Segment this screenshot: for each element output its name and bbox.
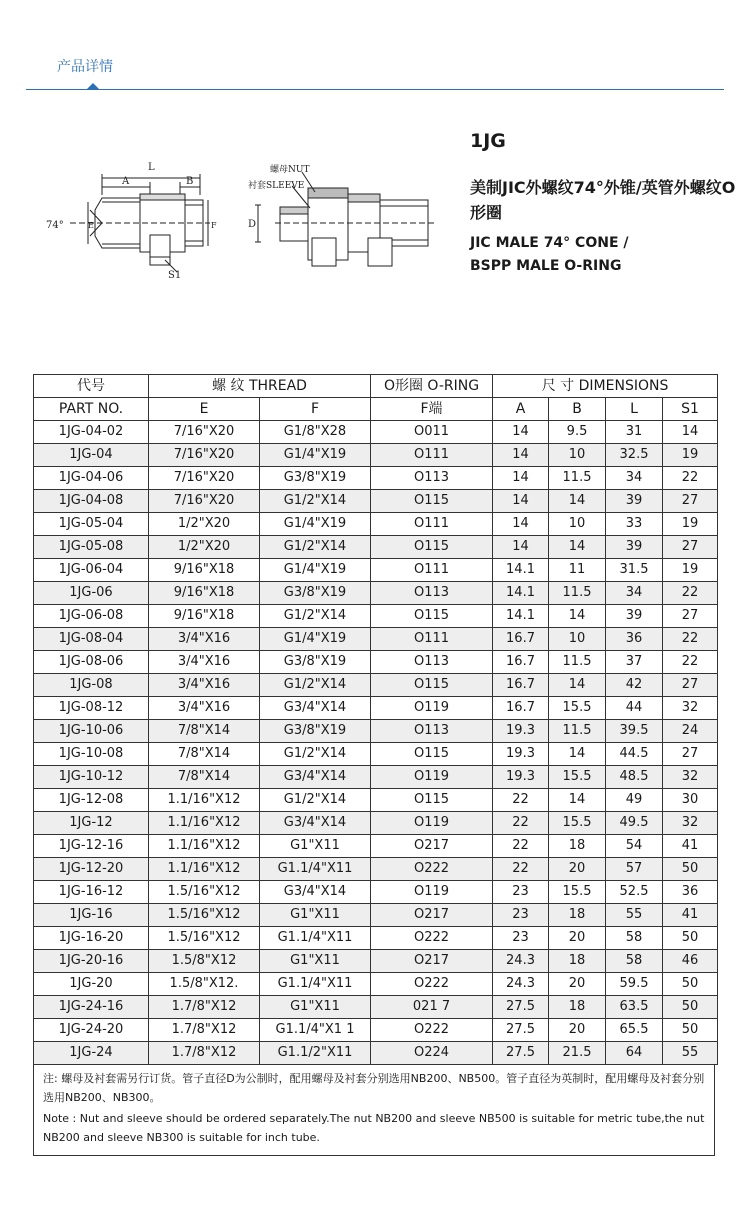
table-cell: O115 [371, 789, 493, 812]
header-dimensions: 尺 寸 DIMENSIONS [493, 375, 718, 398]
label-B: B [186, 176, 194, 187]
table-cell: 14 [549, 490, 606, 513]
table-cell: 50 [663, 927, 718, 950]
table-cell: 20 [549, 1019, 606, 1042]
product-title-en [470, 232, 740, 278]
table-cell: G1/8"X28 [260, 421, 371, 444]
table-row [34, 766, 718, 789]
table-cell: 24.3 [493, 950, 549, 973]
table-cell: 18 [549, 950, 606, 973]
table-row [34, 927, 718, 950]
table-cell: 1JG-16-12 [34, 881, 149, 904]
table-cell: G1/2"X14 [260, 490, 371, 513]
table-cell: 14.1 [493, 605, 549, 628]
table-cell: 1JG-05-04 [34, 513, 149, 536]
table-cell: 1.7/8"X12 [149, 1042, 260, 1065]
table-cell: 42 [606, 674, 663, 697]
table-cell: 49.5 [606, 812, 663, 835]
table-cell: 9/16"X18 [149, 605, 260, 628]
header-F-end: F端 [371, 398, 493, 421]
table-cell: O222 [371, 927, 493, 950]
table-cell: 21.5 [549, 1042, 606, 1065]
table-cell: 22 [493, 789, 549, 812]
table-cell: 39 [606, 490, 663, 513]
table-cell: 23 [493, 904, 549, 927]
label-S1: S1 [168, 270, 182, 281]
table-cell: 1JG-06 [34, 582, 149, 605]
table-cell: O222 [371, 1019, 493, 1042]
table-cell: 22 [493, 858, 549, 881]
label-A: A [122, 176, 130, 187]
table-cell: 32.5 [606, 444, 663, 467]
table-cell: 16.7 [493, 697, 549, 720]
table-cell: 1JG-10-12 [34, 766, 149, 789]
table-cell: 50 [663, 973, 718, 996]
tab-product-details[interactable]: 产品详情 [57, 59, 113, 75]
table-row [34, 904, 718, 927]
table-cell: 14 [493, 513, 549, 536]
table-cell: 1JG-10-08 [34, 743, 149, 766]
table-cell: 19.3 [493, 766, 549, 789]
table-row [34, 1019, 718, 1042]
table-cell: 1JG-16 [34, 904, 149, 927]
table-cell: 23 [493, 881, 549, 904]
table-cell: G1/2"X14 [260, 743, 371, 766]
table-row [34, 743, 718, 766]
table-cell: O111 [371, 444, 493, 467]
table-cell: 14 [493, 467, 549, 490]
table-cell: 59.5 [606, 973, 663, 996]
product-title-en-line1: JIC MALE 74° CONE / [470, 235, 629, 251]
table-cell: 31.5 [606, 559, 663, 582]
table-cell: 1.5/8"X12 [149, 950, 260, 973]
table-cell: 19.3 [493, 720, 549, 743]
table-cell: 32 [663, 766, 718, 789]
table-cell: 14 [549, 743, 606, 766]
header-S1: S1 [663, 398, 718, 421]
table-cell: 58 [606, 927, 663, 950]
table-cell: 9.5 [549, 421, 606, 444]
header-A: A [493, 398, 549, 421]
table-cell: O222 [371, 973, 493, 996]
table-row [34, 582, 718, 605]
table-cell: G1/4"X19 [260, 559, 371, 582]
table-cell: 3/4"X16 [149, 651, 260, 674]
table-cell: 23 [493, 927, 549, 950]
table-row [34, 536, 718, 559]
table-cell: 15.5 [549, 812, 606, 835]
table-cell: 1JG-20-16 [34, 950, 149, 973]
table-cell: 31 [606, 421, 663, 444]
label-D: D [248, 219, 257, 230]
table-cell: O115 [371, 743, 493, 766]
table-cell: G3/4"X14 [260, 881, 371, 904]
table-cell: G1"X11 [260, 835, 371, 858]
table-row [34, 444, 718, 467]
table-cell: 27.5 [493, 1019, 549, 1042]
table-cell: 14 [549, 674, 606, 697]
table-cell: 14.1 [493, 582, 549, 605]
table-cell: 19 [663, 444, 718, 467]
table-cell: 24.3 [493, 973, 549, 996]
table-cell: 1JG-24-16 [34, 996, 149, 1019]
table-cell: 1.1/16"X12 [149, 812, 260, 835]
table-cell: 1.1/16"X12 [149, 858, 260, 881]
table-cell: 16.7 [493, 651, 549, 674]
table-row [34, 835, 718, 858]
table-cell: 1.5/8"X12. [149, 973, 260, 996]
table-cell: 41 [663, 904, 718, 927]
table-cell: 22 [493, 835, 549, 858]
table-cell: O115 [371, 605, 493, 628]
table-cell: 14 [493, 490, 549, 513]
table-cell: 27 [663, 743, 718, 766]
table-cell: 9/16"X18 [149, 582, 260, 605]
table-row [34, 674, 718, 697]
label-E: E [88, 221, 94, 230]
table-cell: O111 [371, 628, 493, 651]
table-cell: 1.5/16"X12 [149, 927, 260, 950]
table-cell: 48.5 [606, 766, 663, 789]
table-cell: 27.5 [493, 1042, 549, 1065]
table-cell: O217 [371, 950, 493, 973]
table-cell: 55 [663, 1042, 718, 1065]
table-cell: 1JG-12-08 [34, 789, 149, 812]
table-cell: 34 [606, 582, 663, 605]
table-cell: 49 [606, 789, 663, 812]
table-cell: 3/4"X16 [149, 697, 260, 720]
table-cell: G3/8"X19 [260, 467, 371, 490]
table-row [34, 720, 718, 743]
table-cell: G1.1/4"X1 1 [260, 1019, 371, 1042]
table-cell: 32 [663, 812, 718, 835]
table-cell: 44.5 [606, 743, 663, 766]
table-cell: 27 [663, 605, 718, 628]
table-cell: 39 [606, 536, 663, 559]
table-row [34, 858, 718, 881]
table-cell: O111 [371, 513, 493, 536]
table-cell: 52.5 [606, 881, 663, 904]
notes-box [33, 1065, 715, 1156]
table-cell: 64 [606, 1042, 663, 1065]
table-cell: 11.5 [549, 720, 606, 743]
table-cell: 1JG-08-06 [34, 651, 149, 674]
table-cell: 16.7 [493, 674, 549, 697]
table-cell: 7/8"X14 [149, 766, 260, 789]
table-row [34, 605, 718, 628]
table-cell: 14 [493, 444, 549, 467]
table-cell: 1/2"X20 [149, 513, 260, 536]
table-row [34, 513, 718, 536]
product-title-en-line2: BSPP MALE O-RING [470, 258, 622, 274]
table-cell: G1/2"X14 [260, 605, 371, 628]
table-cell: 10 [549, 513, 606, 536]
table-row [34, 973, 718, 996]
table-cell: G1.1/4"X11 [260, 927, 371, 950]
table-cell: 58 [606, 950, 663, 973]
table-cell: G1"X11 [260, 996, 371, 1019]
table-cell: 19.3 [493, 743, 549, 766]
table-cell: 50 [663, 1019, 718, 1042]
table-cell: O119 [371, 812, 493, 835]
table-cell: 20 [549, 973, 606, 996]
table-row [34, 421, 718, 444]
table-cell: G1/4"X19 [260, 513, 371, 536]
table-cell: 021 7 [371, 996, 493, 1019]
table-cell: 33 [606, 513, 663, 536]
table-cell: 1JG-06-04 [34, 559, 149, 582]
table-cell: G1/4"X19 [260, 628, 371, 651]
header-B: B [549, 398, 606, 421]
table-cell: 7/8"X14 [149, 743, 260, 766]
table-cell: 22 [663, 582, 718, 605]
tab-underline [26, 89, 724, 90]
table-cell: 1JG-12 [34, 812, 149, 835]
header-E: E [149, 398, 260, 421]
table-cell: 1JG-04-06 [34, 467, 149, 490]
table-cell: 18 [549, 996, 606, 1019]
table-row [34, 881, 718, 904]
table-cell: 27.5 [493, 996, 549, 1019]
header-L: L [606, 398, 663, 421]
table-cell: 15.5 [549, 697, 606, 720]
table-cell: 22 [663, 651, 718, 674]
table-cell: 1JG-08 [34, 674, 149, 697]
table-row [34, 789, 718, 812]
note-en: Note : Nut and sleeve should be ordered separately.The nut NB200 and sleeve NB500 is suitable for metric tube,the nut NB200 and sleeve NB300 is suitable for inch tube. [43, 1112, 705, 1144]
table-cell: 46 [663, 950, 718, 973]
table-cell: 14.1 [493, 559, 549, 582]
table-cell: G3/8"X19 [260, 720, 371, 743]
table-cell: 34 [606, 467, 663, 490]
table-cell: O115 [371, 490, 493, 513]
table-cell: 7/16"X20 [149, 444, 260, 467]
table-cell: O113 [371, 582, 493, 605]
table-cell: 1JG-08-04 [34, 628, 149, 651]
table-cell: 1JG-24 [34, 1042, 149, 1065]
table-cell: O113 [371, 651, 493, 674]
table-cell: G3/4"X14 [260, 812, 371, 835]
table-cell: G3/8"X19 [260, 582, 371, 605]
table-cell: O222 [371, 858, 493, 881]
table-row [34, 467, 718, 490]
table-cell: 20 [549, 858, 606, 881]
table-cell: G1.1/2"X11 [260, 1042, 371, 1065]
table-row [34, 490, 718, 513]
table-row [34, 697, 718, 720]
table-cell: 41 [663, 835, 718, 858]
table-cell: 14 [549, 605, 606, 628]
table-cell: 27 [663, 490, 718, 513]
table-cell: 36 [606, 628, 663, 651]
table-cell: O011 [371, 421, 493, 444]
table-cell: G1/2"X14 [260, 536, 371, 559]
table-cell: 3/4"X16 [149, 674, 260, 697]
header-part-no: PART NO. [34, 398, 149, 421]
table-cell: 11.5 [549, 651, 606, 674]
table-cell: 1JG-12-20 [34, 858, 149, 881]
table-cell: 1JG-24-20 [34, 1019, 149, 1042]
table-cell: 1.5/16"X12 [149, 881, 260, 904]
table-cell: 1JG-06-08 [34, 605, 149, 628]
table-cell: 10 [549, 444, 606, 467]
table-cell: 11.5 [549, 582, 606, 605]
table-cell: 22 [663, 467, 718, 490]
table-cell: 50 [663, 996, 718, 1019]
header-oring: O形圈 O-RING [371, 375, 493, 398]
table-cell: 44 [606, 697, 663, 720]
table-cell: G3/4"X14 [260, 766, 371, 789]
table-cell: 32 [663, 697, 718, 720]
table-cell: 1JG-16-20 [34, 927, 149, 950]
table-row [34, 559, 718, 582]
header-code: 代号 [34, 375, 149, 398]
table-cell: G1"X11 [260, 950, 371, 973]
table-cell: O115 [371, 536, 493, 559]
table-row [34, 1042, 718, 1065]
table-cell: O115 [371, 674, 493, 697]
table-cell: 10 [549, 628, 606, 651]
table-cell: 22 [493, 812, 549, 835]
table-cell: 22 [663, 628, 718, 651]
table-cell: 14 [549, 536, 606, 559]
table-cell: 14 [493, 536, 549, 559]
tab-bar [0, 0, 750, 100]
table-cell: 14 [663, 421, 718, 444]
table-cell: 1/2"X20 [149, 536, 260, 559]
table-cell: 39 [606, 605, 663, 628]
label-nut: 螺母NUT [270, 165, 310, 175]
table-cell: 37 [606, 651, 663, 674]
label-L: L [148, 162, 155, 173]
table-cell: 18 [549, 904, 606, 927]
table-cell: G1"X11 [260, 904, 371, 927]
table-cell: O119 [371, 766, 493, 789]
table-cell: 1.5/16"X12 [149, 904, 260, 927]
table-row [34, 628, 718, 651]
table-cell: 27 [663, 536, 718, 559]
table-cell: 15.5 [549, 766, 606, 789]
table-cell: 1JG-10-06 [34, 720, 149, 743]
table-row [34, 950, 718, 973]
table-cell: 1JG-04 [34, 444, 149, 467]
table-row [34, 651, 718, 674]
table-cell: O111 [371, 559, 493, 582]
table-row [34, 996, 718, 1019]
table-cell: 1JG-08-12 [34, 697, 149, 720]
table-cell: 50 [663, 858, 718, 881]
table-cell: 14 [549, 789, 606, 812]
table-cell: 18 [549, 835, 606, 858]
table-cell: G1.1/4"X11 [260, 858, 371, 881]
table-cell: G3/8"X19 [260, 651, 371, 674]
table-cell: 11 [549, 559, 606, 582]
table-cell: 14 [493, 421, 549, 444]
table-cell: 65.5 [606, 1019, 663, 1042]
table-cell: 15.5 [549, 881, 606, 904]
table-cell: 16.7 [493, 628, 549, 651]
fitting-drawing [40, 150, 450, 290]
table-cell: 57 [606, 858, 663, 881]
table-cell: 19 [663, 559, 718, 582]
table-cell: O119 [371, 697, 493, 720]
table-cell: G1/4"X19 [260, 444, 371, 467]
table-cell: 1.1/16"X12 [149, 789, 260, 812]
table-cell: O224 [371, 1042, 493, 1065]
table-cell: 30 [663, 789, 718, 812]
table-cell: 55 [606, 904, 663, 927]
table-cell: 1.7/8"X12 [149, 1019, 260, 1042]
table-cell: 1.1/16"X12 [149, 835, 260, 858]
table-cell: O217 [371, 904, 493, 927]
table-cell: 1JG-04-08 [34, 490, 149, 513]
header-F: F [260, 398, 371, 421]
table-cell: G1/2"X14 [260, 789, 371, 812]
table-cell: 20 [549, 927, 606, 950]
table-cell: G1/2"X14 [260, 674, 371, 697]
tab-indicator-notch [87, 83, 99, 89]
table-cell: 1.7/8"X12 [149, 996, 260, 1019]
table-cell: 11.5 [549, 467, 606, 490]
table-row [34, 812, 718, 835]
table-cell: 7/8"X14 [149, 720, 260, 743]
table-cell: O113 [371, 720, 493, 743]
table-cell: 24 [663, 720, 718, 743]
label-F: F [211, 221, 217, 230]
table-cell: 54 [606, 835, 663, 858]
table-cell: O119 [371, 881, 493, 904]
spec-table-body [34, 421, 718, 1065]
spec-table [33, 374, 718, 1065]
table-cell: 7/16"X20 [149, 421, 260, 444]
header-thread: 螺 纹 THREAD [149, 375, 371, 398]
table-cell: 3/4"X16 [149, 628, 260, 651]
table-cell: G3/4"X14 [260, 697, 371, 720]
table-cell: 27 [663, 674, 718, 697]
table-cell: 7/16"X20 [149, 467, 260, 490]
table-cell: O113 [371, 467, 493, 490]
label-angle: 74° [46, 220, 64, 231]
table-cell: O217 [371, 835, 493, 858]
table-cell: G1.1/4"X11 [260, 973, 371, 996]
note-cn: 注: 螺母及衬套需另行订货。管子直径D为公制时，配用螺母及衬套分别选用NB200、NB500。管子直径为英制时，配用螺母及衬套分别选用NB200、NB300。 [43, 1072, 705, 1104]
label-sleeve: 衬套SLEEVE [248, 181, 305, 191]
spec-table-container [33, 374, 717, 1156]
product-code: 1JG [470, 130, 506, 152]
table-cell: 36 [663, 881, 718, 904]
product-title-cn: 美制JIC外螺纹74°外锥/英管外螺纹O形圈 [470, 178, 736, 222]
table-cell: 1JG-12-16 [34, 835, 149, 858]
table-cell: 19 [663, 513, 718, 536]
table-cell: 7/16"X20 [149, 490, 260, 513]
table-cell: 63.5 [606, 996, 663, 1019]
table-cell: 9/16"X18 [149, 559, 260, 582]
table-cell: 39.5 [606, 720, 663, 743]
table-cell: 1JG-04-02 [34, 421, 149, 444]
table-cell: 1JG-20 [34, 973, 149, 996]
table-cell: 1JG-05-08 [34, 536, 149, 559]
